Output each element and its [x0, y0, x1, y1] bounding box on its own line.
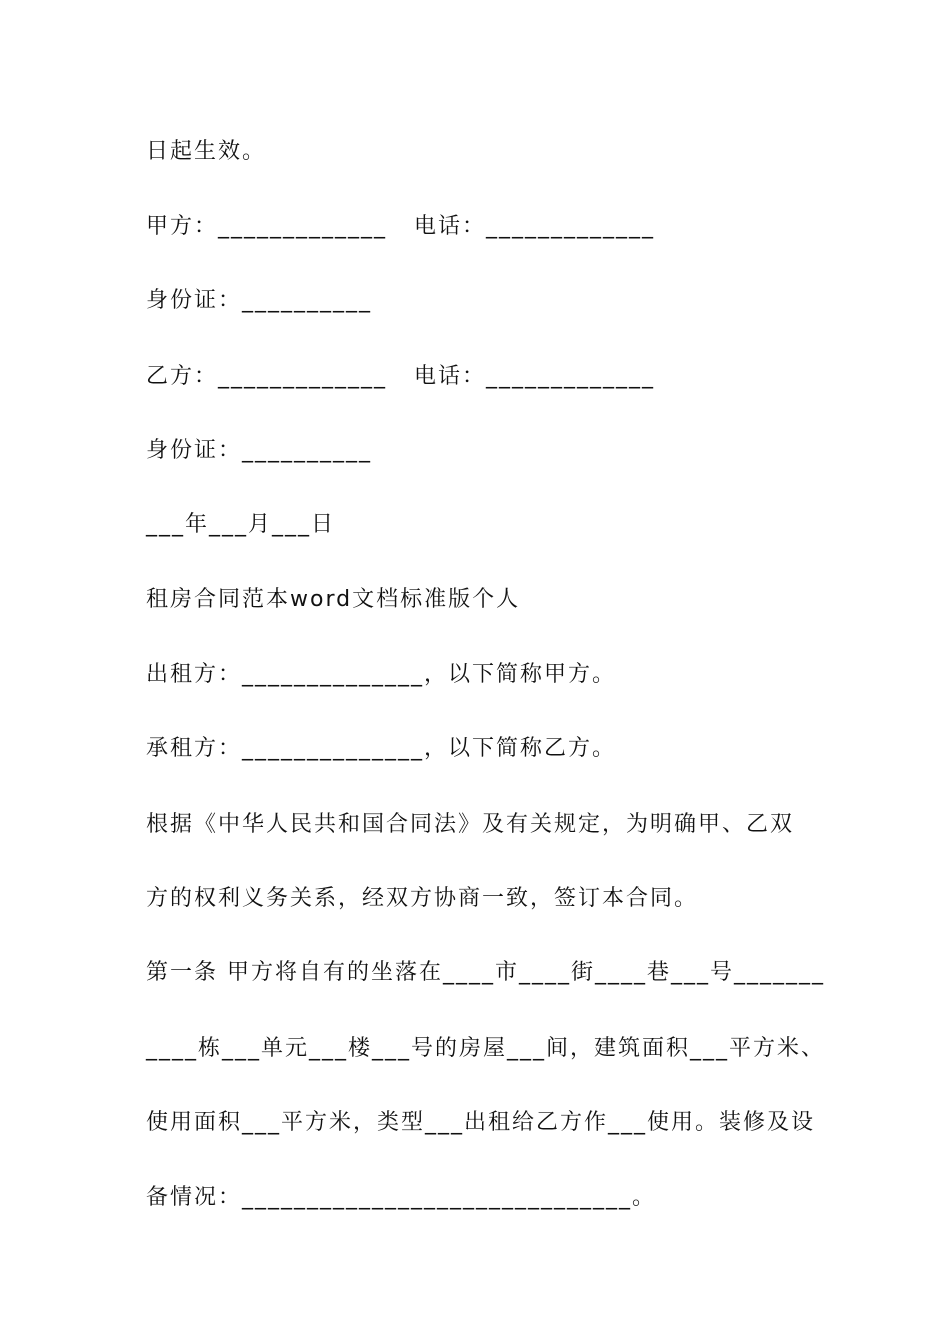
- text-line-effective: 日起生效。: [146, 139, 267, 164]
- text-line-article-1-b: ____栋___单元___楼___号的房屋___间，建筑面积___平方米、: [146, 1036, 826, 1061]
- text-line-article-1-c: 使用面积___平方米，类型___出租给乙方作___使用。装修及设: [146, 1110, 816, 1135]
- document-title: 租房合同范本word文档标准版个人: [146, 587, 521, 612]
- text-line-lessor: 出租方：______________，以下简称甲方。: [146, 662, 617, 687]
- text-line-party-a-id: 身份证：__________: [146, 288, 373, 313]
- text-line-party-b-id: 身份证：__________: [146, 438, 373, 463]
- text-line-party-a-phone: 甲方：_____________ 电话：_____________: [146, 214, 655, 239]
- text-line-party-b-phone: 乙方：_____________ 电话：_____________: [146, 364, 655, 389]
- text-line-preamble-1: 根据《中华人民共和国合同法》及有关规定，为明确甲、乙双: [146, 812, 795, 837]
- text-line-article-1-d: 备情况：______________________________。: [146, 1185, 657, 1210]
- text-line-article-1-a: 第一条 甲方将自有的坐落在____市____街____巷___号_______: [146, 960, 825, 985]
- text-line-preamble-2: 方的权利义务关系，经双方协商一致，签订本合同。: [146, 886, 699, 911]
- text-line-date: ___年___月___日: [146, 512, 336, 537]
- text-line-lessee: 承租方：______________，以下简称乙方。: [146, 736, 617, 761]
